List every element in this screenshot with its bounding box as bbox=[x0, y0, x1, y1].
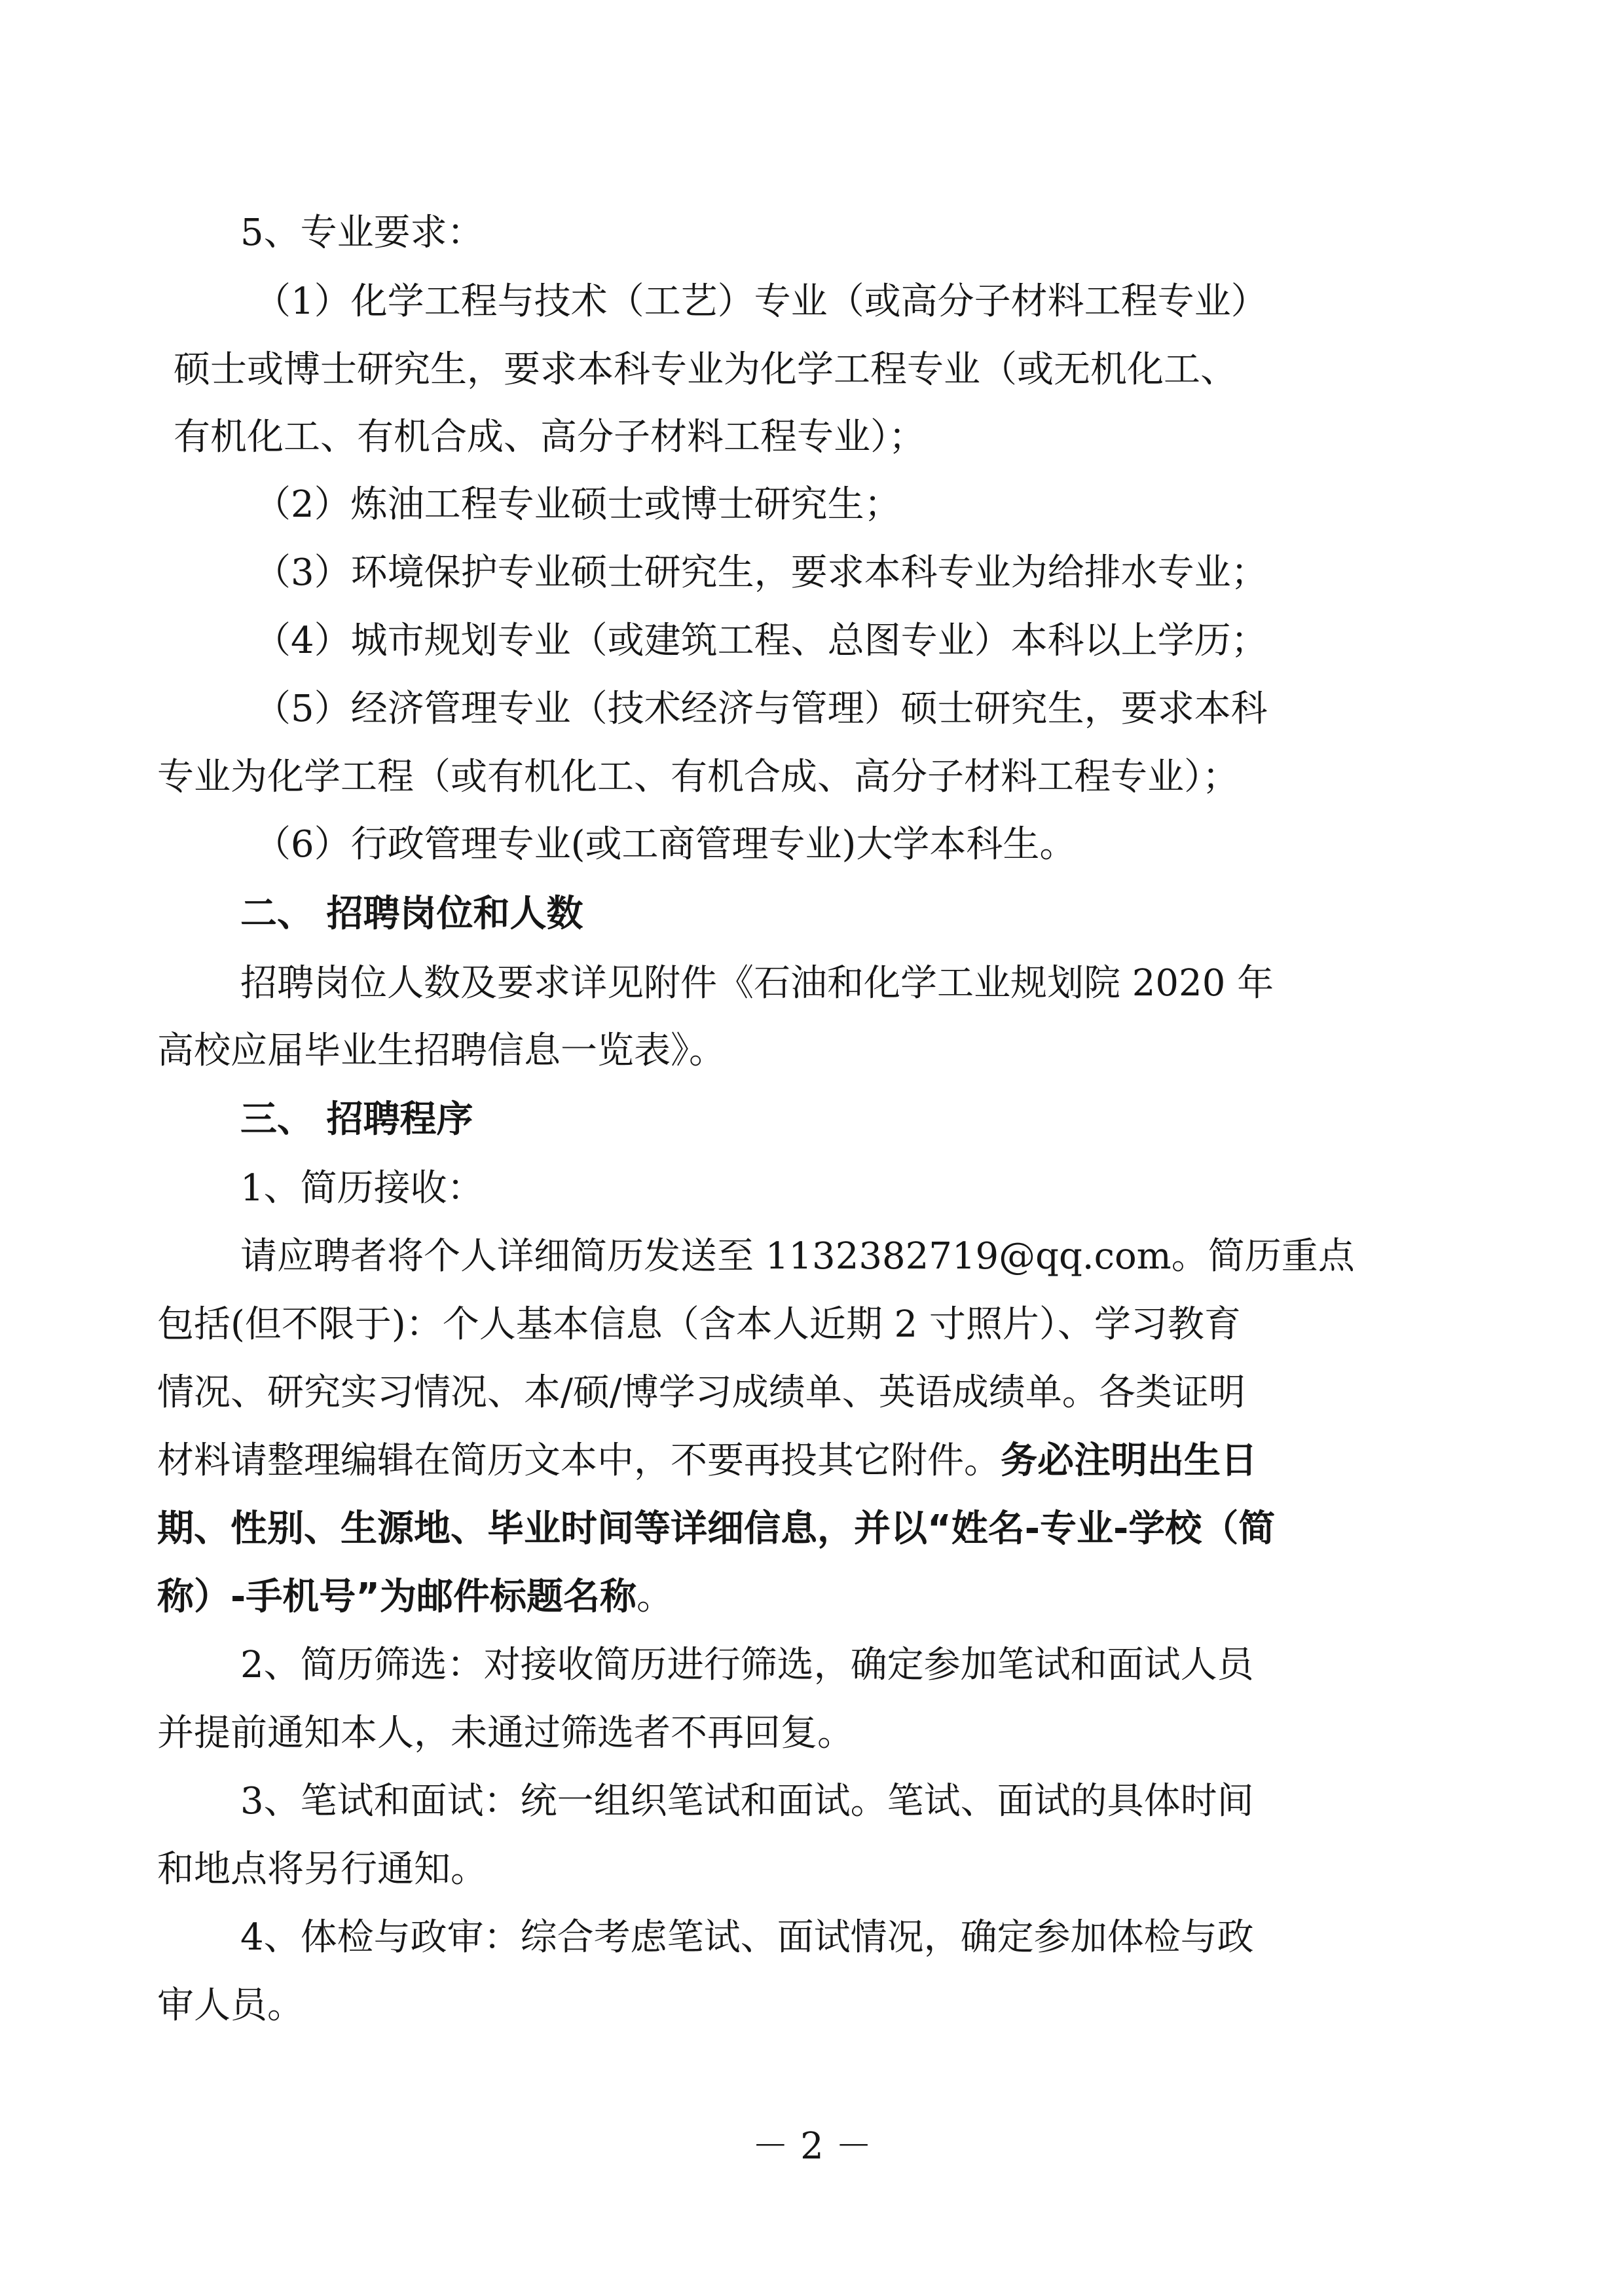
section-2-body-line-2: 高校应届毕业生招聘信息一览表》。 bbox=[157, 1029, 726, 1072]
step-1-body-line-5: 期、性别、生源地、毕业时间等详细信息，并以“姓名-专业-学校（简 bbox=[157, 1508, 1276, 1550]
section-3-heading: 三、 招聘程序 bbox=[240, 1098, 473, 1141]
step-1-line-6-end: 。 bbox=[637, 1576, 674, 1618]
requirement-3: （3）环境保护专业硕士研究生，要求本科专业为给排水专业； bbox=[254, 551, 1268, 594]
step-3-line-2: 和地点将另行通知。 bbox=[157, 1848, 487, 1891]
step-1-body-line-1: 请应聘者将个人详细简历发送至 1132382719@qq.com。简历重点 bbox=[240, 1235, 1355, 1278]
requirement-5-line-1: （5）经济管理专业（技术经济与管理）硕士研究生，要求本科 bbox=[254, 688, 1268, 730]
requirement-1-line-3: 有机化工、有机合成、高分子材料工程专业）； bbox=[174, 416, 925, 458]
step-1-body-line-2: 包括(但不限于)：个人基本信息（含本人近期 2 寸照片）、学习教育 bbox=[157, 1303, 1241, 1346]
page-number: － 2 － bbox=[752, 2125, 872, 2168]
step-1-line-6-bold-text: 称）-手机号”为邮件标题名称 bbox=[157, 1576, 637, 1618]
step-3-line-1: 3、笔试和面试：统一组织笔试和面试。笔试、面试的具体时间 bbox=[240, 1780, 1254, 1823]
step-1-line-4-bold-text: 务必注明出生日 bbox=[1001, 1439, 1257, 1482]
step-2-line-2: 并提前通知本人，未通过筛选者不再回复。 bbox=[157, 1712, 854, 1754]
step-1-body-line-4 bbox=[157, 1435, 1257, 1487]
requirement-4: （4）城市规划专业（或建筑工程、总图专业）本科以上学历； bbox=[254, 620, 1268, 662]
section-2-body-line-1: 招聘岗位人数及要求详见附件《石油和化学工业规划院 2020 年 bbox=[240, 962, 1274, 1005]
section-2-heading: 二、 招聘岗位和人数 bbox=[240, 893, 583, 935]
step-1-title: 1、简历接收： bbox=[240, 1167, 484, 1210]
requirement-1-line-1: （1）化学工程与技术（工艺）专业（或高分子材料工程专业） bbox=[254, 280, 1268, 323]
step-1-body-line-3: 情况、研究实习情况、本/硕/博学习成绩单、英语成绩单。各类证明 bbox=[157, 1371, 1246, 1414]
requirement-6: （6）行政管理专业(或工商管理专业)大学本科生。 bbox=[254, 823, 1077, 866]
item5-title: 5、专业要求： bbox=[240, 212, 484, 254]
step-4-line-2: 审人员。 bbox=[157, 1984, 304, 2027]
step-1-body-line-6 bbox=[157, 1571, 673, 1623]
step-1-line-4-normal-text: 材料请整理编辑在简历文本中，不要再投其它附件。 bbox=[157, 1439, 1001, 1482]
requirement-1-line-2: 硕士或博士研究生，要求本科专业为化学工程专业（或无机化工、 bbox=[174, 348, 1237, 391]
step-2-line-1: 2、简历筛选：对接收简历进行筛选，确定参加笔试和面试人员 bbox=[240, 1644, 1254, 1686]
step-4-line-1: 4、体检与政审：综合考虑笔试、面试情况，确定参加体检与政 bbox=[240, 1916, 1254, 1959]
requirement-5-line-2: 专业为化学工程（或有机化工、有机合成、高分子材料工程专业）； bbox=[157, 756, 1239, 798]
requirement-2: （2）炼油工程专业硕士或博士研究生； bbox=[254, 483, 901, 526]
